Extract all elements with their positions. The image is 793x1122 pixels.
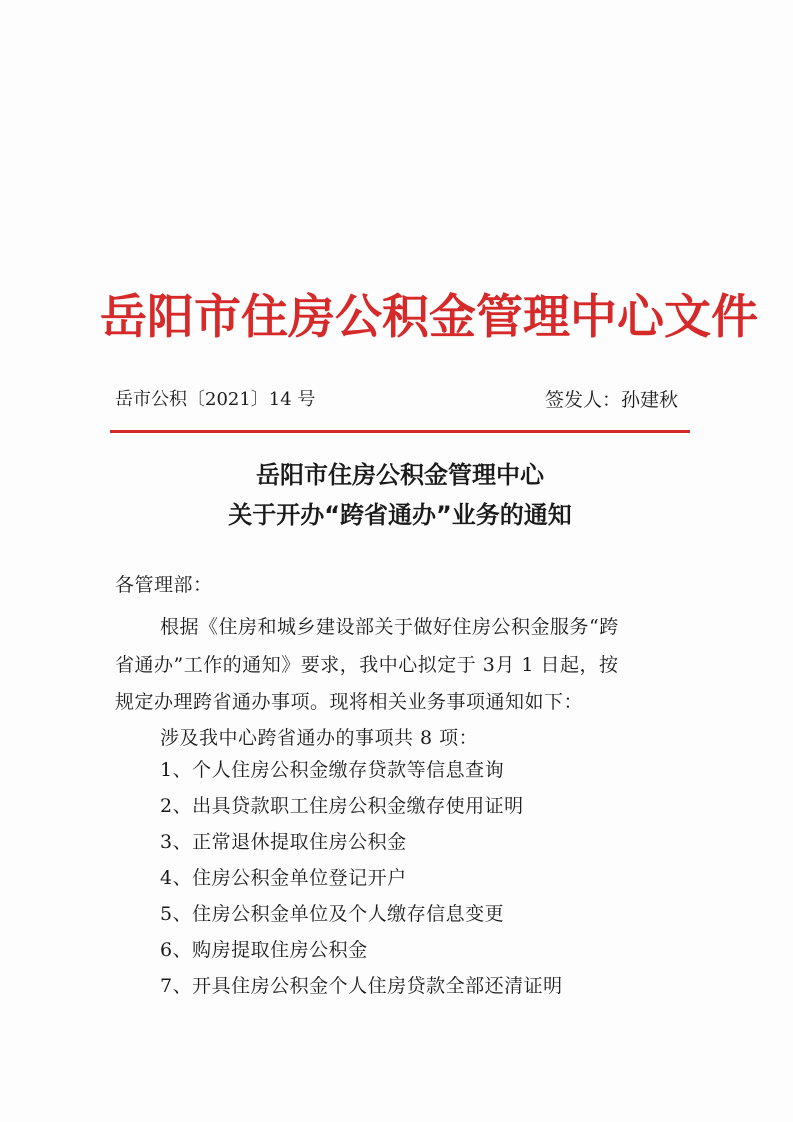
salutation: 各管理部： xyxy=(115,574,213,596)
red-divider-line xyxy=(110,430,690,433)
list-item: 4、住房公积金单位登记开户 xyxy=(160,867,407,889)
paragraph-line-3: 规定办理跨省通办事项。现将相关业务事项通知如下： xyxy=(115,691,584,713)
document-header-title: 岳阳市住房公积金管理中心文件 xyxy=(100,290,758,345)
list-item: 2、出具贷款职工住房公积金缴存使用证明 xyxy=(160,795,524,817)
document-number: 岳市公积〔2021〕14 号 xyxy=(115,389,316,410)
list-item: 3、正常退休提取住房公积金 xyxy=(160,831,407,853)
items-intro: 涉及我中心跨省通办的事项共 8 项： xyxy=(160,727,479,749)
paragraph-line-1: 根据《住房和城乡建设部关于做好住房公积金服务“跨 xyxy=(160,616,619,638)
items-list xyxy=(160,752,563,1004)
notice-title-line-1: 岳阳市住房公积金管理中心 xyxy=(256,461,544,489)
paragraph-line-2: 省通办”工作的通知》要求，我中心拟定于 3月 1 日起，按 xyxy=(115,654,619,676)
list-item: 5、住房公积金单位及个人缴存信息变更 xyxy=(160,903,505,925)
list-item: 6、购房提取住房公积金 xyxy=(160,939,368,961)
notice-title-line-2: 关于开办“跨省通办”业务的通知 xyxy=(228,501,572,529)
list-item: 7、开具住房公积金个人住房贷款全部还清证明 xyxy=(160,975,563,997)
signer: 签发人：孙建秋 xyxy=(545,389,679,411)
list-item: 1、个人住房公积金缴存贷款等信息查询 xyxy=(160,759,505,781)
